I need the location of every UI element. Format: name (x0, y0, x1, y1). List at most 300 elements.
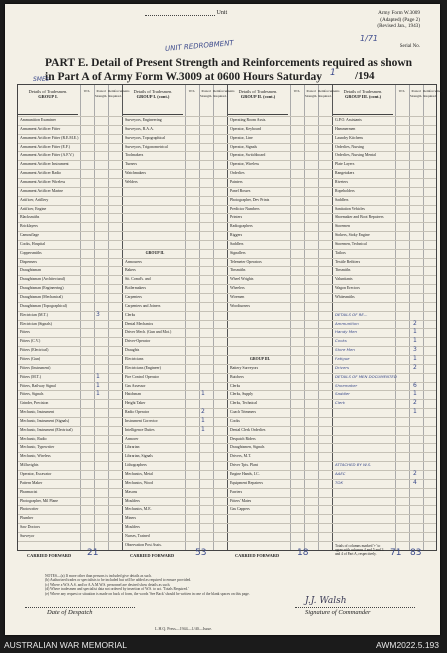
trade-label: Dental Mechanics (125, 321, 154, 326)
trade-label: Driver Mech. (Gun and Mot.) (125, 330, 172, 335)
handwritten-count: 2 (413, 363, 417, 371)
trade-label: Saddlers (335, 197, 349, 202)
row-divider (18, 328, 436, 329)
trade-label: ATTACHED BY W.S. (335, 462, 372, 468)
trade-label: Fitters, Railway Signal (20, 383, 56, 388)
trade-label: Bricklayers (20, 224, 38, 229)
trade-label: Operator, Keyboard (230, 126, 261, 131)
trade-label: Saddler (335, 391, 350, 397)
trade-label: Ammunition Examiner (20, 118, 56, 122)
trade-label: Dispensers (20, 259, 38, 264)
trade-label: Wagon Erectors (335, 286, 360, 291)
handwritten-count: 3 (96, 310, 100, 318)
trade-label: Boilermakers (125, 286, 146, 291)
row-divider (18, 435, 436, 436)
trade-label: Plate Layers (335, 162, 355, 167)
subcolumn-header: Reinforcements Required. (423, 89, 445, 98)
handwritten-count: 4 (413, 478, 417, 486)
trade-label: Battery Surveyors (230, 365, 259, 370)
trade-label: Operator, Wireless (230, 162, 260, 167)
trade-label: Armorer (125, 436, 139, 441)
row-divider (18, 213, 436, 214)
carried-forward-1: CARRIED FORWARD (27, 553, 72, 558)
trade-label: Turners (125, 162, 137, 167)
row-divider (18, 541, 436, 542)
subcolumn-divider (80, 85, 81, 550)
row-divider (18, 443, 436, 444)
row-divider (18, 275, 436, 276)
trade-label: Printers (230, 215, 243, 220)
subcolumn-header: Posted Strength. (199, 89, 213, 98)
row-divider (18, 284, 436, 285)
trade-label: Gas Assessor (125, 383, 146, 388)
trade-label: Clerks, Technical (230, 401, 258, 406)
trade-label: Tinsmiths (230, 268, 246, 273)
trade-label: Surveyors, Engineering (125, 118, 162, 122)
date-of-despatch-label: Date of Despatch (47, 609, 93, 616)
row-divider (18, 514, 436, 515)
trade-label: Telemeter Operators (230, 259, 262, 264)
subcolumn-divider (108, 85, 109, 550)
subcolumn-divider (409, 85, 410, 550)
trade-label: Tailors (335, 250, 346, 255)
trade-label: Welders (125, 179, 138, 184)
part-title: PART E. Detail of Present Strength and Reinforcements required as shown in Part A of Army Form W.3009 at 0600 Hours Saturday (45, 57, 413, 83)
trade-label: DETAILS OF MEN DOCUMENTED (335, 373, 397, 379)
row-divider (18, 337, 436, 338)
trade-label: Plumber (20, 516, 34, 521)
trade-label: Photowriter (20, 507, 39, 512)
trade-label: Drivers (335, 364, 349, 370)
trade-label: Fitters' Mates (230, 498, 252, 503)
carried-forward-2: CARRIED FORWARD (130, 553, 175, 558)
subcolumn-divider (290, 85, 291, 550)
print-line: L.H.Q. Press—1944—1/40—Issue. (155, 626, 212, 631)
row-divider (18, 426, 436, 427)
handwritten-count: 1 (96, 372, 100, 380)
row-divider (18, 399, 436, 400)
trade-label: Draughtsman (20, 268, 41, 273)
trade-label: Surveyors, Trigonometrical (125, 144, 168, 149)
archive-id: AWM2022.5.193 (376, 640, 439, 650)
trade-label: Intelligence Duties (125, 427, 155, 432)
divider (122, 85, 123, 550)
form-title: Army Form W.3009 (378, 10, 420, 16)
signature-label: Signature of Commander (305, 609, 371, 616)
trade-label: Engine Hands, I.C. (230, 472, 260, 476)
trade-label: Armament Artificer Fitter (E.F.) (20, 144, 70, 149)
row-divider (18, 417, 436, 418)
trade-label: Ropeholders (335, 188, 355, 193)
row-divider (18, 240, 436, 241)
trade-label: GROUP III. (249, 356, 271, 361)
trade-label: Armament Artificer Instrument (20, 162, 69, 167)
handwritten-count: 2 (413, 319, 417, 327)
trade-label: Clerks (230, 383, 241, 388)
trade-label: Riveters (335, 179, 348, 184)
trade-label: Drivers, M.T. (230, 454, 252, 459)
trade-label: Clerks (125, 312, 136, 317)
trade-label: Fatigue (335, 355, 350, 361)
handwritten-count: 1 (413, 354, 417, 362)
trade-label: Laundry Kitchens (335, 135, 363, 140)
trade-label: Sit. Comd's. and (125, 277, 151, 282)
row-divider (18, 151, 436, 152)
subcolumn-header: Posted Strength. (94, 89, 108, 98)
trade-label: Librarian (125, 445, 140, 450)
row-divider (18, 169, 436, 170)
trade-label: Artificer, Engine (20, 206, 47, 211)
trade-label: Cooks (230, 418, 240, 423)
trade-label: Shoemaker (335, 382, 358, 388)
trade-label: Hammermen (335, 126, 356, 131)
strength-table (17, 84, 445, 551)
trade-label: Riggers (230, 233, 243, 238)
note-line: NOTES—(a) If more other than persons is included give details as such. (45, 574, 152, 578)
handwritten-count: 1 (201, 390, 205, 398)
trade-label: Despatch Riders (230, 436, 256, 441)
trade-label: Operator, Switchboard (230, 153, 266, 158)
trade-label: Photographer, Mil Plane (20, 498, 58, 503)
trade-label: Grinder, Precision (20, 401, 49, 406)
trade-label: Fitters (Electrical) (20, 348, 49, 353)
trade-label: Driver Tpts. Plant (230, 463, 258, 468)
trade-label: Nurses, Trained (125, 533, 150, 538)
trade-label: Armament Artificer Fitter (R.E.M.E.) (20, 135, 79, 140)
trade-label: Mechanic, Typewriter (20, 445, 55, 450)
subcolumn-divider (185, 85, 186, 550)
subcolumn-header: W.S. (293, 89, 301, 93)
serial-label: Serial No. (399, 44, 420, 49)
trade-label: Radio Operator (125, 410, 150, 415)
trade-label: Draughtsmen, Signals (230, 445, 265, 450)
trade-label: Clerks, Supply (230, 392, 254, 397)
row-divider (18, 143, 436, 144)
trade-label: Sanitation Vehicles (335, 206, 365, 211)
handwritten-count: 2 (413, 470, 417, 477)
trade-label: Moulders (125, 525, 140, 530)
trade-label: TOK (335, 479, 343, 485)
trade-label: Electrician (Signals) (20, 321, 52, 326)
row-divider (18, 302, 436, 303)
handwritten-count: 1 (96, 381, 100, 389)
notes-block (45, 574, 425, 596)
row-divider (18, 479, 436, 480)
trade-label: Equipment Repairers (230, 480, 263, 485)
row-divider (18, 408, 436, 409)
row-divider (18, 116, 436, 117)
commander-signature: J.J. Walsh (305, 596, 347, 606)
serial-handwritten: 1/71 (360, 34, 378, 43)
subcolumn-divider (304, 85, 305, 550)
trade-label: Farriers (230, 489, 243, 494)
trade-label: Mechanic, Instrument (20, 410, 55, 415)
trade-label: Armament Artificer Fitter (A.F.V.) (20, 153, 74, 158)
handwritten-count: 2 (413, 399, 417, 407)
trade-label: Dental Clerk Orderlies (230, 427, 266, 432)
trade-label: Saddlers (230, 241, 244, 246)
row-divider (18, 470, 436, 471)
trade-label: Valuntiants (335, 277, 353, 282)
row-divider (18, 505, 436, 506)
trade-label: Observation Post Assts. (125, 542, 162, 547)
row-divider (18, 231, 436, 232)
archive-name: AUSTRALIAN WAR MEMORIAL (4, 640, 127, 650)
trade-label: Wheel Wrights (230, 277, 254, 282)
row-divider (18, 364, 436, 365)
row-divider (18, 523, 436, 524)
trade-label: Artificer, Artillery (20, 197, 49, 202)
carried-value-2: 53 (195, 548, 207, 558)
trade-label: Mechanic, Radio (20, 436, 47, 441)
subcolumn-divider (199, 85, 200, 550)
note-line: (c) Where a W.S.A.S. and/or A.A.M.W.S. personnel are desired show details as such. (45, 582, 171, 587)
trade-label: AAEC (335, 471, 346, 476)
trade-label: Armament Artificer Wireless (20, 179, 66, 184)
subcolumn-divider (395, 85, 396, 550)
row-divider (18, 187, 436, 188)
trade-label: Carpenters (125, 295, 142, 299)
note-line: (e) Where any request or situation is made on back of form, the words 'See Back' should be written in one of the blank spaces on this page. (45, 591, 250, 596)
trade-label: Mechanics, M.E. (125, 507, 152, 512)
trade-label: Whitesmiths (335, 295, 355, 299)
row-divider (18, 488, 436, 489)
handwritten-count: 1 (96, 390, 100, 398)
trade-label: Armament Artificer Marine (20, 188, 63, 193)
col2-header: Details of Tradesmen. GROUP I. (cont.) (123, 85, 183, 115)
trade-label: Height Taker (125, 401, 146, 406)
trade-label: Coach Trimmers (230, 410, 257, 415)
trade-label: Fire Control Operator (125, 374, 159, 379)
trade-label: Predictor Numbers (230, 206, 260, 211)
archive-footer (0, 637, 447, 653)
handwritten-count: 3 (413, 346, 417, 354)
handwritten-count: 1 (201, 416, 205, 424)
trade-label: Fitters (Instrument) (20, 365, 51, 370)
corner-handwritten: SMEs (33, 76, 49, 83)
col3-header: Details of Tradesmen. GROUP II. (cont.) (228, 85, 288, 115)
subcolumn-header: Posted Strength. (304, 89, 318, 98)
form-page (5, 4, 445, 635)
trade-label: Librarian, Signals (125, 454, 153, 459)
trade-label: Millwrights (20, 463, 39, 468)
row-divider (18, 293, 436, 294)
row-divider (18, 355, 436, 356)
col4-header: Details of Tradesmen. GROUP III. (cont.) (333, 85, 393, 115)
trade-label: Operator, Line (230, 135, 253, 140)
trade-label: Photographer, Dev Prints (230, 197, 270, 202)
trade-label: Tinsmiths (335, 268, 351, 273)
handwritten-count: 1 (413, 337, 417, 345)
trade-label: Draughts (125, 348, 140, 353)
trade-label: Watchmakers (125, 171, 147, 176)
trade-label: Store Men (335, 347, 355, 353)
row-divider (18, 178, 436, 179)
row-divider (18, 249, 436, 250)
col1-header: Details of Tradesmen. GROUP I. (18, 85, 78, 115)
unit-label: Unit (216, 10, 228, 16)
trade-label: Armourers (125, 259, 142, 264)
trade-label: Storemen (335, 224, 350, 229)
row-divider (18, 346, 436, 347)
trade-label: Handy Men (335, 329, 358, 335)
trade-label: Mechanics, Metal (125, 472, 153, 476)
subcolumn-header: Reinforcements Required. (108, 89, 130, 98)
trade-label: Operating Room Assts. (230, 118, 267, 122)
date-line (25, 607, 135, 608)
row-divider (18, 497, 436, 498)
handwritten-count: 6 (413, 381, 417, 389)
carried-value-5: 83 (410, 548, 422, 558)
trade-label: Electrician (M.T.) (20, 312, 48, 317)
row-divider (18, 320, 436, 321)
trade-label: Cooks (335, 338, 347, 344)
trade-label: Draughtsman (Topographical) (20, 303, 67, 308)
trade-label: Bakers (125, 268, 136, 273)
trade-label: Clerk (335, 400, 346, 406)
trade-label: Mechanic, Instrument (Signals) (20, 418, 70, 423)
trade-label: Fitters (M.T.) (20, 374, 41, 379)
trade-label: Armament Artificer Radio (20, 171, 62, 176)
trade-label: Camouflage (20, 233, 40, 238)
carried-value-3: 18 (297, 548, 309, 558)
date-year: /194 (355, 70, 375, 82)
row-divider (18, 134, 436, 135)
subcolumn-header: Reinforcements Required. (213, 89, 235, 98)
carried-value-4: 71 (390, 548, 402, 558)
row-divider (18, 258, 436, 259)
handwritten-count: 1 (413, 390, 417, 398)
row-divider (18, 382, 436, 383)
subcolumn-divider (423, 85, 424, 550)
note-line: (d) Where tradesmen and specialist data not ordered by insertion of W.S. to act. 'Totals Required.' (45, 587, 189, 592)
trade-label: Orderlies (230, 171, 245, 176)
trade-label: GROUP II. (145, 250, 165, 255)
trade-label: Ammunition (335, 320, 359, 326)
trade-label: Pattern Maker (20, 480, 43, 485)
trade-label: Operator, Excavator (20, 472, 52, 476)
subcolumn-divider (213, 85, 214, 550)
trade-label: Fitters (20, 330, 30, 335)
trade-label: Miners (125, 516, 137, 521)
trade-label: G.P.O. Assistants (335, 118, 362, 122)
divider (332, 85, 333, 550)
row-divider (18, 196, 436, 197)
trade-label: Armament Artificer Fitter (20, 126, 61, 131)
trade-label: Fitters (Gun) (20, 356, 41, 361)
handwritten-count: 2 (201, 408, 205, 416)
trade-label: Masons (125, 489, 138, 494)
trade-label: Pharmacist (20, 489, 38, 494)
signature-line (295, 607, 415, 608)
note-line: (b) Authorized trades or specialists to be included but will be added as required to ensure provided. (45, 578, 192, 583)
carried-value-1: 21 (87, 548, 99, 558)
trade-label: Orderlies, Nursing (335, 144, 364, 149)
trade-label: Driver-Operator (125, 339, 151, 344)
trade-label: Surveyors, R.A.A. (125, 126, 154, 131)
row-divider (18, 452, 436, 453)
trade-label: Mechanics, Wood (125, 480, 153, 485)
trade-label: Mechanic, Instrument (Electrical) (20, 427, 73, 432)
trade-label: Surveyors, Topographical (125, 135, 166, 140)
row-divider (18, 461, 436, 462)
trade-label: Toolmakers (125, 153, 144, 158)
trade-label: DETAILS OF RE... (335, 311, 368, 317)
row-divider (18, 125, 436, 126)
row-divider (18, 160, 436, 161)
unit-field (145, 10, 227, 16)
subcolumn-header: W.S. (188, 89, 196, 93)
subcolumn-divider (94, 85, 95, 550)
trade-label: Shoemaker and Boot Repairers (335, 215, 384, 220)
handwritten-count: 1 (201, 425, 205, 433)
subcolumn-header: W.S. (83, 89, 91, 93)
date-day-handwritten: 1 (330, 68, 336, 78)
trade-label: Stokers, Stoky Engine (335, 233, 370, 238)
trade-label: Radiographers (230, 224, 253, 229)
row-divider (18, 390, 436, 391)
trade-label: Draughtsman (Architectural) (20, 277, 66, 282)
trade-label: Electricians (Engineer) (125, 365, 161, 370)
trade-label: Fitters, Signals (20, 392, 44, 397)
trade-label: Panel Bosses (230, 188, 251, 193)
unit-blank (145, 15, 215, 16)
trade-label: Coppersmiths (20, 250, 42, 255)
carried-forward-3: CARRIED FORWARD (235, 553, 280, 558)
subcolumn-divider (318, 85, 319, 550)
row-divider (18, 266, 436, 267)
trade-label: Blacksmiths (20, 215, 40, 220)
trade-label: Wheelers (230, 286, 245, 291)
form-sub2: (Revised Jan., 1943) (377, 23, 420, 29)
trade-label: Orderlies, Nursing Mental (335, 153, 376, 158)
unit-name-handwritten: UNIT REDROBMENT (164, 39, 234, 53)
subcolumn-header: Reinforcements Required. (318, 89, 340, 98)
trade-label: Signallers (230, 250, 246, 255)
trade-label: Wiremen (230, 295, 245, 299)
trade-label: Moulders (125, 498, 140, 503)
trade-label: Mechanic, Wireless (20, 454, 51, 459)
form-identifier (340, 10, 420, 30)
trade-label: Surveyor (20, 533, 35, 538)
trade-label: Draughtsman (Mechanical) (20, 295, 63, 299)
subcolumn-header: Posted Strength. (409, 89, 423, 98)
trade-label: Operator, Signals (230, 144, 258, 149)
trade-label: Storemen, Technical (335, 241, 367, 246)
trade-label: Gas Cappers (230, 507, 250, 512)
trade-label: Saw Doctors (20, 525, 40, 530)
trade-label: Textile Refitters (335, 259, 361, 264)
trade-label: Hatchman (125, 392, 141, 397)
totals-note: Totals of columns marked '+' to agree with columns 4 and 5 and 3 and 4 of Part A, respectively. (335, 544, 384, 556)
row-divider (18, 205, 436, 206)
row-divider (18, 311, 436, 312)
handwritten-count: 1 (413, 408, 417, 416)
subcolumn-header: W.S. (398, 89, 406, 93)
trade-label: Electricians (125, 356, 144, 361)
divider (227, 85, 228, 550)
trade-label: Fitters (C.V.) (20, 339, 41, 344)
trade-label: Lithographers (125, 463, 147, 468)
form-sub1: (Adapted) (Page 2) (380, 16, 420, 23)
trade-label: Cooks, Hospital (20, 241, 46, 246)
trade-label: Painters (230, 179, 243, 184)
trade-label: Draughtsman (Engineering) (20, 286, 64, 291)
trade-label: Butchers (230, 374, 244, 379)
trade-label: Carpenters and Joiners (125, 303, 161, 308)
handwritten-count: 1 (413, 328, 417, 336)
trade-label: Woodturners (230, 303, 250, 308)
